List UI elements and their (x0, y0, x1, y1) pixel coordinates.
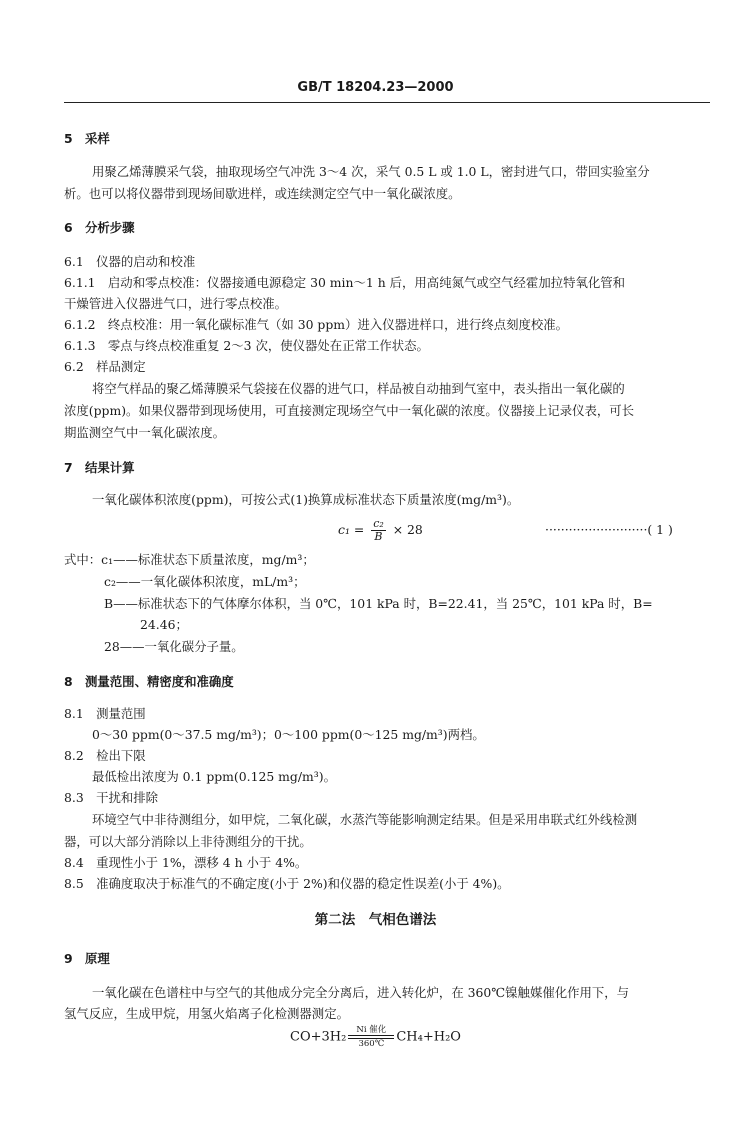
where-line-B: B——标准状态下的气体摩尔体积，当 0℃，101 kPa 时，B=22.41，当 25℃，101 kPa 时，B= (104, 596, 653, 611)
section-9-title: 9 原理 (64, 951, 110, 966)
section-7-intro: 一氧化碳体积浓度(ppm)，可按公式(1)换算成标准状态下质量浓度(mg/m³)。 (92, 492, 520, 507)
formula-fraction (371, 518, 386, 543)
reaction-products: CH₄+H₂O (396, 1029, 461, 1045)
section-8-1-heading: 8.1 测量范围 (64, 706, 146, 721)
section-5-para-line2: 析。也可以将仪器带到现场间歇进样，或连续测定空气中一氧化碳浓度。 (64, 186, 461, 201)
method-2-heading: 第二法 气相色谱法 (314, 912, 437, 928)
where-line-28: 28——一氧化碳分子量。 (104, 639, 244, 654)
formula-rhs: × 28 (392, 522, 423, 537)
formula-1 (338, 516, 423, 544)
section-6-2-line3: 期监测空气中一氧化碳浓度。 (64, 425, 226, 440)
section-6-2-line2: 浓度(ppm)。如果仪器带到现场使用，可直接测定现场空气中一氧化碳的浓度。仪器接上记录仪表，可长 (64, 403, 635, 418)
standard-number-header: GB/T 18204.23—2000 (297, 80, 454, 95)
section-6-1-heading: 6.1 仪器的启动和校准 (64, 254, 196, 269)
reaction-equation (0, 1025, 751, 1049)
section-8-3-line2: 器，可以大部分消除以上非待测组分的干扰。 (64, 834, 312, 849)
reaction-catalyst: Ni 催化 (356, 1025, 387, 1035)
section-5-title: 5 采样 (64, 131, 110, 146)
section-8-4: 8.4 重现性小于 1%，漂移 4 h 小于 4%。 (64, 855, 308, 870)
where-line-c1: 式中：c₁——标准状态下质量浓度，mg/m³； (64, 552, 315, 567)
where-line-B-cont: 24.46； (140, 617, 188, 632)
section-5-para-line1: 用聚乙烯薄膜采气袋，抽取现场空气冲洗 3～4 次，采气 0.5 L 或 1.0 L，密封进气口，带回实验室分 (92, 164, 650, 179)
section-6-1-3: 6.1.3 零点与终点校准重复 2～3 次，使仪器处在正常工作状态。 (64, 338, 429, 353)
section-8-title: 8 测量范围、精密度和准确度 (64, 674, 234, 689)
reaction-temperature: 360℃ (358, 1039, 385, 1049)
section-9-line2: 氢气反应，生成甲烷，用氢火焰离子化检测器测定。 (64, 1006, 349, 1021)
section-6-1-2: 6.1.2 终点校准：用一氧化碳标准气（如 30 ppm）进入仪器进样口，进行终点刻度校准。 (64, 317, 569, 332)
formula-lhs: c₁ = (338, 522, 365, 537)
section-9-line1: 一氧化碳在色谱柱中与空气的其他成分完全分离后，进入转化炉，在 360℃镍触媒催化作用下，与 (92, 985, 630, 1000)
section-8-1-text: 0～30 ppm(0～37.5 mg/m³)；0～100 ppm(0～125 mg/m³)两档。 (92, 727, 485, 742)
section-6-title: 6 分析步骤 (64, 220, 135, 235)
header-rule (64, 102, 710, 103)
formula-numerator: c₂ (373, 517, 384, 530)
section-6-2-heading: 6.2 样品测定 (64, 359, 146, 374)
reaction-reactants: CO+3H₂ (290, 1029, 347, 1045)
section-8-3-line1: 环境空气中非待测组分，如甲烷，二氧化碳，水蒸汽等能影响测定结果。但是采用串联式红外线检测 (92, 812, 638, 827)
section-6-2-line1: 将空气样品的聚乙烯薄膜采气袋接在仪器的进气口，样品被自动抽到气室中，表头指出一氧化碳的 (92, 381, 625, 396)
where-line-c2: c₂——一氧化碳体积浓度，mL/m³； (104, 574, 306, 589)
reaction-arrow (348, 1025, 394, 1049)
section-6-1-1-line1: 6.1.1 启动和零点校准：仪器接通电源稳定 30 min～1 h 后，用高纯氮气或空气经霍加拉特氧化管和 (64, 275, 626, 290)
section-8-5: 8.5 准确度取决于标准气的不确定度(小于 2%)和仪器的稳定性误差(小于 4%)。 (64, 876, 510, 891)
formula-denominator: B (374, 530, 383, 543)
formula-number: ··························( 1 ) (545, 522, 673, 537)
section-8-2-text: 最低检出浓度为 0.1 ppm(0.125 mg/m³)。 (92, 769, 336, 784)
section-7-title: 7 结果计算 (64, 460, 135, 475)
section-6-1-1-line2: 干燥管进入仪器进气口，进行零点校准。 (64, 296, 288, 311)
section-8-2-heading: 8.2 检出下限 (64, 748, 146, 763)
section-8-3-heading: 8.3 干扰和排除 (64, 790, 159, 805)
